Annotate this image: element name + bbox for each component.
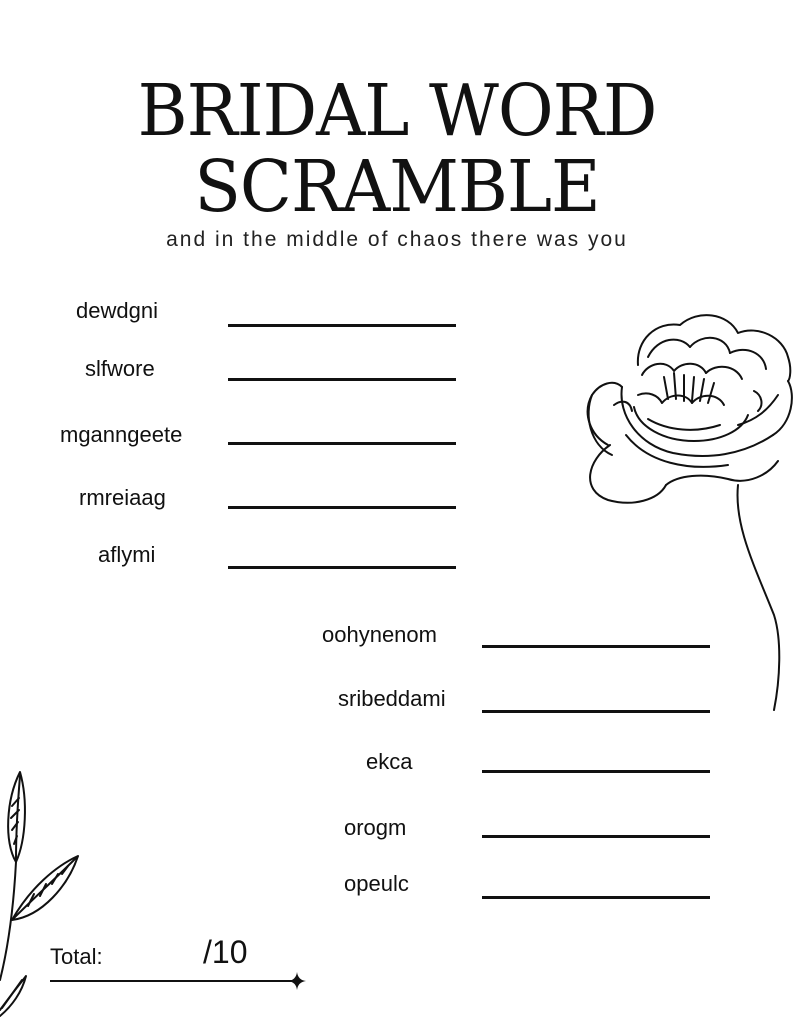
answer-line-10[interactable]: [482, 896, 710, 899]
scrambled-word-1: dewdgni: [76, 298, 158, 323]
answer-line-2[interactable]: [228, 378, 456, 381]
scrambled-word-6: oohynenom: [322, 622, 437, 647]
answer-line-3[interactable]: [228, 442, 456, 445]
subtitle: and in the middle of chaos there was you: [166, 228, 628, 251]
total-score: /10: [203, 934, 248, 970]
scrambled-word-2: slfwore: [85, 356, 155, 381]
answer-line-9[interactable]: [482, 835, 710, 838]
answer-line-8[interactable]: [482, 770, 710, 773]
total-underline: [50, 980, 292, 982]
scrambled-word-5: aflymi: [98, 542, 156, 567]
scrambled-word-7: sribeddami: [338, 686, 446, 711]
scrambled-word-10: opeulc: [344, 871, 409, 896]
title-line-1: BRIDAL WORD: [137, 70, 657, 153]
scrambled-word-9: orogm: [344, 815, 407, 840]
total-label: Total:: [50, 944, 103, 969]
title-line-2: SCRAMBLE: [194, 146, 600, 229]
answer-line-5[interactable]: [228, 566, 456, 569]
sparkle-icon: [288, 972, 306, 990]
scrambled-word-4: rmreiaag: [79, 485, 166, 510]
scrambled-word-8: ekca: [366, 749, 413, 774]
answer-line-4[interactable]: [228, 506, 456, 509]
scrambled-word-3: mganngeete: [60, 422, 183, 447]
leaf-branch-icon: [0, 770, 84, 1028]
answer-line-1[interactable]: [228, 324, 456, 327]
peony-icon: [578, 295, 794, 715]
